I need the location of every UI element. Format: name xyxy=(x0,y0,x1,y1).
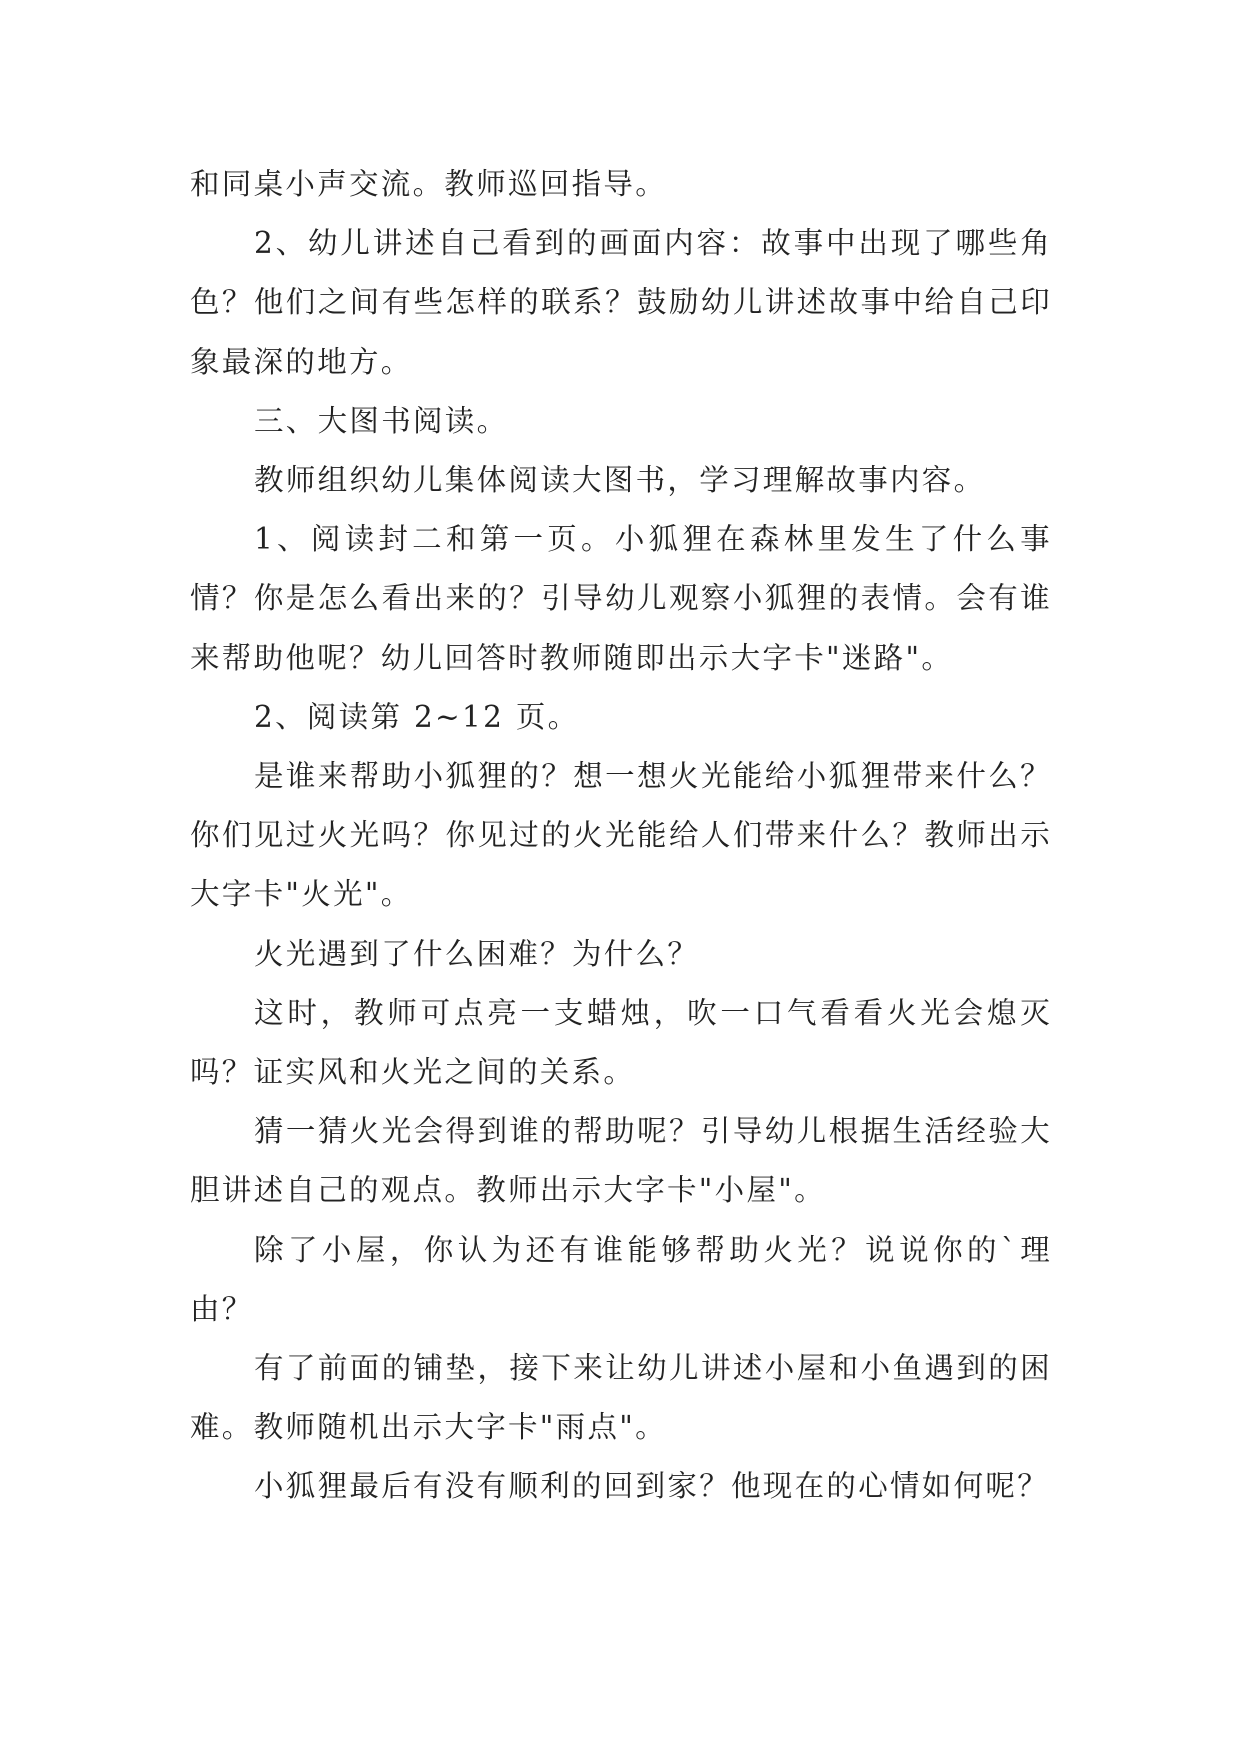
paragraph: 是谁来帮助小狐狸的？想一想火光能给小狐狸带来什么？你们见过火光吗？你见过的火光能给人们带来什么？教师出示大字卡"火光"。 xyxy=(190,759,1052,912)
paragraph: 有了前面的铺垫，接下来让幼儿讲述小屋和小鱼遇到的困难。教师随机出示大字卡"雨点"。 xyxy=(190,1351,1052,1445)
paragraph: 和同桌小声交流。教师巡回指导。 xyxy=(190,167,668,201)
paragraph: 火光遇到了什么困难？为什么？ xyxy=(254,936,700,971)
paragraph: 2、阅读第 2~12 页。 xyxy=(254,699,580,734)
document-body xyxy=(190,155,1052,1517)
section-heading: 三、大图书阅读。 xyxy=(254,403,509,438)
paragraph: 除了小屋，你认为还有谁能够帮助火光？说说你的`理由？ xyxy=(190,1232,1052,1326)
paragraph: 2、幼儿讲述自己看到的画面内容：故事中出现了哪些角色？他们之间有些怎样的联系？鼓励幼儿讲述故事中给自己印象最深的地方。 xyxy=(190,226,1052,379)
paragraph: 1、阅读封二和第一页。小狐狸在森林里发生了什么事情？你是怎么看出来的？引导幼儿观察小狐狸的表情。会有谁来帮助他呢？幼儿回答时教师随即出示大字卡"迷路"。 xyxy=(190,522,1052,675)
paragraph: 教师组织幼儿集体阅读大图书，学习理解故事内容。 xyxy=(254,463,986,498)
paragraph: 这时，教师可点亮一支蜡烛，吹一口气看看火光会熄灭吗？证实风和火光之间的关系。 xyxy=(190,995,1052,1090)
paragraph: 猜一猜火光会得到谁的帮助呢？引导幼儿根据生活经验大胆讲述自己的观点。教师出示大字卡"小屋"。 xyxy=(190,1114,1052,1208)
paragraph: 小狐狸最后有没有顺利的回到家？他现在的心情如何呢？ xyxy=(254,1469,1050,1504)
